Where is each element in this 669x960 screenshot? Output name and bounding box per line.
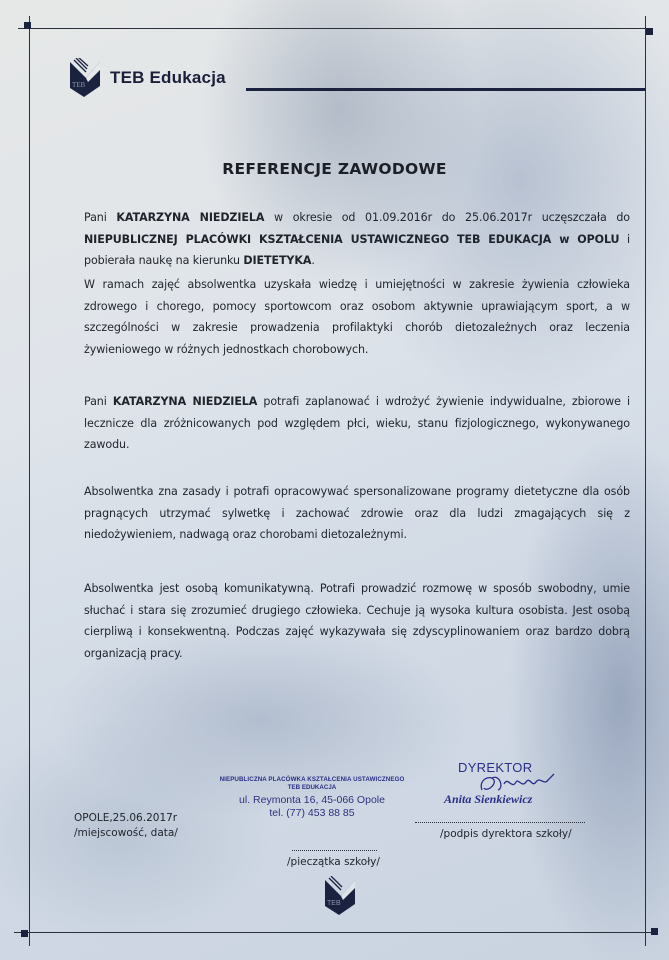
text-fragment: . <box>311 254 315 267</box>
stamp-dotted-line <box>292 850 377 851</box>
teb-book-logo-icon <box>68 58 102 98</box>
paragraph-enrollment <box>84 207 630 272</box>
director-name: Anita Sienkiewicz <box>444 792 533 806</box>
corner-mark-top-left <box>24 22 31 29</box>
header-rule <box>246 88 645 91</box>
text-fragment: potrafi zaplanować i wdrożyć żywienie indywidualne, zbiorowe i lecznicze dla zróżnicowanych pod względem płci, wieku, stanu fizjologicznego, wykonywanego zawodu. <box>84 395 630 451</box>
frame-top-line <box>18 28 650 29</box>
director-title: DYREKTOR <box>458 760 533 775</box>
paragraph-skills: W ramach zajęć absolwentka uzyskała wiedzę i umiejętności w zakresie żywienia człowieka zdrowego i chorego, pomocy sportowcom oraz osobom aktywnie uprawiającym sport, a w szczególności w zakresie prowadzenia profilaktyki chorób dietozależnych oraz leczenia żywieniowego w różnych jednostkach chorobowych. <box>84 278 630 356</box>
frame-right-line <box>645 16 646 946</box>
student-name: KATARZYNA NIEDZIELA <box>112 395 258 408</box>
institution-name: NIEPUBLICZNEJ PLACÓWKI KSZTAŁCENIA USTAWICZNEGO TEB EDUKACJA w OPOLU <box>84 232 620 246</box>
place-date-value: OPOLE,25.06.2017r <box>74 812 178 824</box>
stamp-address: ul. Reymonta 16, 45-066 Opole <box>239 794 385 806</box>
logo-mark-text: TEB <box>72 81 86 89</box>
place-date <box>74 812 178 839</box>
text-fragment: Pani <box>84 395 113 408</box>
signature-dotted-line <box>415 822 585 823</box>
text-fragment: i pobierała naukę na kierunku <box>84 232 630 267</box>
text-fragment: Pani <box>84 211 117 224</box>
stamp-caption: /pieczątka szkoły/ <box>287 856 380 868</box>
paragraph-abilities <box>84 391 630 456</box>
frame-left-line <box>29 16 30 946</box>
frame-bottom-line <box>14 932 654 933</box>
paragraph-programs: Absolwentka zna zasady i potrafi opracowywać spersonalizowane programy dietetyczne dla osób pragnących utrzymać sylwetkę i zachować zdrowie oraz dla ludzi zmagających się z niedożywieniem, nadwagą oraz chorobami dietozależnymi. <box>84 485 630 541</box>
field-of-study: DIETETYKA <box>243 254 312 267</box>
brand-name: TEB Edukacja <box>110 68 226 87</box>
teb-book-logo-icon <box>323 876 357 916</box>
stamp-institution: NIEPUBLICZNA PLACÓWKA KSZTAŁCENIA USTAWICZNEGO <box>219 776 405 783</box>
signature-caption: /podpis dyrektora szkoły/ <box>440 828 572 840</box>
paragraph-personality: Absolwentka jest osobą komunikatywną. Potrafi prowadzić rozmowę w sposób swobodny, umie słuchać i stara się zrozumieć drugiego człowieka. Cechuje ją wysoka kultura osobista. Jest osobą cierpliwą i konsekwentną. Podczas zajęć wykazywała się zdyscyplinowaniem oraz bardzo dobrą organizacją pracy. <box>84 582 630 660</box>
teb-logo <box>68 58 226 98</box>
corner-mark-bottom-left <box>21 930 28 937</box>
student-name: KATARZYNA NIEDZIELA <box>116 211 265 224</box>
bottom-teb-logo <box>323 876 357 920</box>
corner-mark-top-right <box>646 28 653 35</box>
stamp-school-name: TEB EDUKACJA <box>287 784 337 791</box>
stamp-phone: tel. (77) 453 88 85 <box>269 807 355 819</box>
place-date-caption: /miejscowość, data/ <box>74 827 178 839</box>
document-title: REFERENCJE ZAWODOWE <box>222 160 447 178</box>
corner-mark-bottom-right <box>651 928 658 935</box>
logo-mark-text: TEB <box>327 900 341 907</box>
school-stamp <box>212 776 412 819</box>
text-fragment: w okresie od 01.09.2016r do 25.06.2017r uczęszczała do <box>264 211 630 224</box>
